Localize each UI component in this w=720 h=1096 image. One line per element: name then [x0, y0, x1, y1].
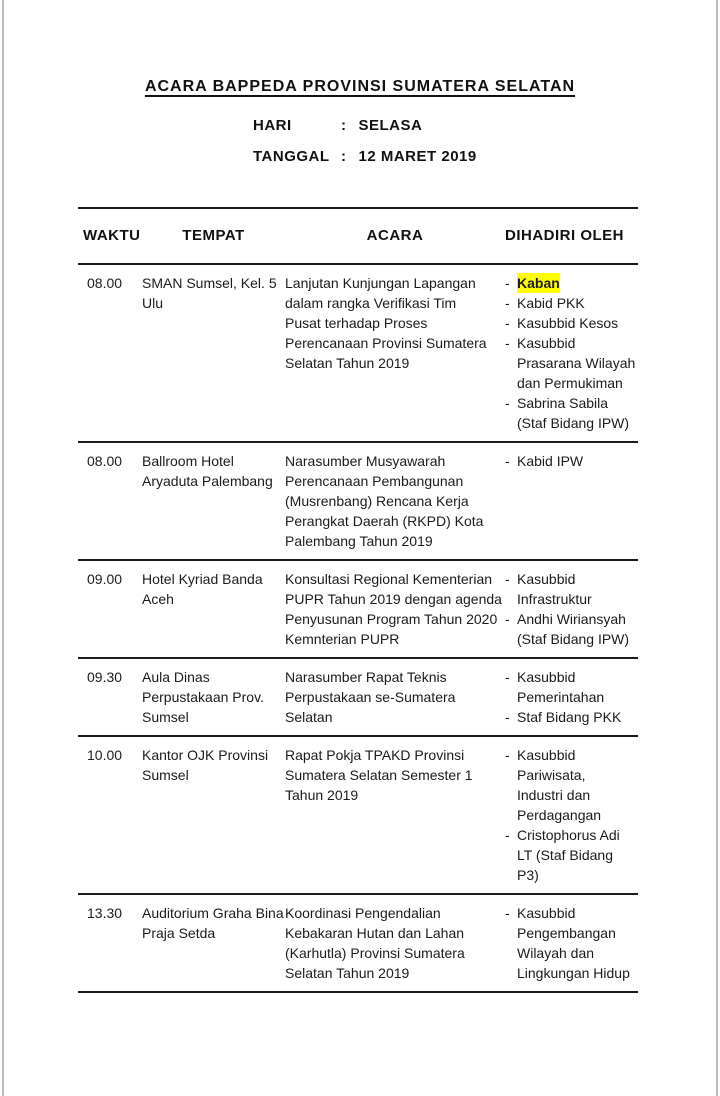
- attendee-line: dan Permukiman: [517, 375, 623, 391]
- bullet-dash: -: [505, 295, 510, 311]
- place-line: Sumsel: [142, 767, 189, 783]
- attendee-text: [517, 393, 638, 433]
- table-row: [78, 265, 638, 441]
- attendee-item: [505, 745, 638, 825]
- event-line: dalam rangka Verifikasi Tim: [285, 295, 457, 311]
- event-line: Kebakaran Hutan dan Lahan: [285, 925, 465, 941]
- table-row: [78, 561, 638, 657]
- bullet-dash: -: [505, 669, 510, 685]
- attendee-line: Pengembangan: [517, 925, 616, 941]
- attendee-highlighted-kaban: Kaban: [517, 275, 560, 291]
- attendee-text: [517, 273, 638, 293]
- place-line: Aceh: [142, 591, 174, 607]
- attendee-text: [517, 745, 638, 825]
- attendee-line: (Staf Bidang IPW): [517, 415, 630, 431]
- bullet-dash: -: [505, 709, 510, 725]
- attendee-item: [505, 313, 638, 333]
- bullet-dash: -: [505, 275, 510, 291]
- attendee-item: [505, 825, 638, 885]
- attendee-item: [505, 333, 638, 393]
- time-text: 10.00: [87, 747, 123, 763]
- meta-label: TANGGAL: [253, 148, 330, 165]
- event-line: Palembang Tahun 2019: [285, 533, 433, 549]
- bullet-dash: -: [505, 315, 510, 331]
- cell-waktu: [78, 569, 142, 649]
- event-line: Narasumber Rapat Teknis: [285, 669, 447, 685]
- attendee-item: [505, 707, 638, 727]
- cell-acara: [285, 903, 505, 983]
- time-text: 08.00: [87, 275, 123, 291]
- table-row: [78, 443, 638, 559]
- attendee-line: Kasubbid: [517, 669, 576, 685]
- event-line: Perencanaan Provinsi Sumatera: [285, 335, 487, 351]
- event-line: Pusat terhadap Proses: [285, 315, 428, 331]
- cell-waktu: [78, 745, 142, 885]
- cell-tempat: [142, 745, 285, 885]
- attendee-line: Kasubbid Kesos: [517, 315, 619, 331]
- attendee-text: [517, 707, 638, 727]
- event-line: Selatan: [285, 709, 333, 725]
- place-line: Aula Dinas: [142, 669, 210, 685]
- table-header-row: [78, 209, 638, 263]
- attendee-line: Andhi Wiriansyah: [517, 611, 626, 627]
- cell-dihadiri: [505, 569, 638, 649]
- attendee-line: Cristophorus Adi: [517, 827, 620, 843]
- meta-colon: :: [341, 148, 347, 165]
- attendee-line: Kasubbid: [517, 747, 576, 763]
- place-line: Aryaduta Palembang: [142, 473, 273, 489]
- time-text: 13.30: [87, 905, 123, 921]
- event-line: Perangkat Daerah (RKPD) Kota: [285, 513, 484, 529]
- cell-acara: [285, 667, 505, 727]
- event-line: Selatan Tahun 2019: [285, 965, 410, 981]
- attendee-text: [517, 903, 638, 983]
- place-line: Hotel Kyriad Banda: [142, 571, 263, 587]
- attendee-line: Kabid PKK: [517, 295, 585, 311]
- event-line: Tahun 2019: [285, 787, 359, 803]
- schedule-table: [78, 207, 638, 993]
- attendee-item: [505, 667, 638, 707]
- cell-tempat: [142, 903, 285, 983]
- cell-dihadiri: [505, 451, 638, 551]
- bullet-dash: -: [505, 827, 510, 843]
- attendee-item: [505, 293, 638, 313]
- meta-block: [253, 110, 720, 172]
- attendee-text: [517, 313, 638, 333]
- event-line: Konsultasi Regional Kementerian: [285, 571, 493, 587]
- bullet-dash: -: [505, 395, 510, 411]
- table-row: [78, 895, 638, 991]
- attendee-line: Kabid IPW: [517, 453, 584, 469]
- cell-dihadiri: [505, 667, 638, 727]
- table-rule-bottom: [78, 991, 638, 993]
- attendee-line: Wilayah dan: [517, 945, 595, 961]
- column-header-waktu: WAKTU: [83, 227, 141, 244]
- bullet-dash: -: [505, 571, 510, 587]
- attendee-text: [517, 825, 638, 885]
- attendee-line: Prasarana Wilayah: [517, 355, 636, 371]
- attendee-line: Pariwisata,: [517, 767, 586, 783]
- place-line: Perpustakaan Prov.: [142, 689, 264, 705]
- meta-row-hari: [253, 110, 720, 141]
- bullet-dash: -: [505, 453, 510, 469]
- attendee-item: [505, 609, 638, 649]
- bullet-dash: -: [505, 335, 510, 351]
- cell-tempat: [142, 569, 285, 649]
- place-line: Kantor OJK Provinsi: [142, 747, 269, 763]
- cell-waktu: [78, 903, 142, 983]
- cell-dihadiri: [505, 903, 638, 983]
- attendee-line: Infrastruktur: [517, 591, 592, 607]
- cell-tempat: [142, 451, 285, 551]
- event-line: (Karhutla) Provinsi Sumatera: [285, 945, 465, 961]
- bullet-dash: -: [505, 905, 510, 921]
- cell-acara: [285, 451, 505, 551]
- bullet-dash: -: [505, 611, 510, 627]
- attendee-text: [517, 609, 638, 649]
- attendee-item: [505, 451, 638, 471]
- table-row: [78, 737, 638, 893]
- bullet-dash: -: [505, 747, 510, 763]
- place-line: Praja Setda: [142, 925, 216, 941]
- cell-waktu: [78, 451, 142, 551]
- event-line: Kemnterian PUPR: [285, 631, 400, 647]
- event-line: (Musrenbang) Rencana Kerja: [285, 493, 469, 509]
- place-line: Sumsel: [142, 709, 189, 725]
- cell-acara: [285, 273, 505, 433]
- attendee-line: Staf Bidang PKK: [517, 709, 622, 725]
- cell-dihadiri: [505, 273, 638, 433]
- event-line: Perpustakaan se-Sumatera: [285, 689, 456, 705]
- attendee-line: Kasubbid: [517, 335, 576, 351]
- page-right-edge: [716, 0, 718, 1096]
- meta-colon: :: [341, 117, 347, 134]
- column-header-dihadiri: DIHADIRI OLEH: [505, 227, 624, 244]
- attendee-text: [517, 293, 638, 313]
- attendee-line: Perdagangan: [517, 807, 602, 823]
- place-line: SMAN Sumsel, Kel. 5: [142, 275, 277, 291]
- attendee-item: [505, 393, 638, 433]
- attendee-text: [517, 667, 638, 707]
- place-line: Auditorium Graha Bina: [142, 905, 284, 921]
- cell-waktu: [78, 273, 142, 433]
- event-line: Rapat Pokja TPAKD Provinsi: [285, 747, 465, 763]
- attendee-line: Kasubbid: [517, 905, 576, 921]
- time-text: 09.30: [87, 669, 123, 685]
- meta-row-tanggal: [253, 141, 720, 172]
- attendee-line: Industri dan: [517, 787, 591, 803]
- attendee-item: [505, 273, 638, 293]
- attendee-line: (Staf Bidang IPW): [517, 631, 630, 647]
- attendee-line: Kasubbid: [517, 571, 576, 587]
- event-line: Narasumber Musyawarah: [285, 453, 446, 469]
- column-header-acara: ACARA: [366, 227, 424, 244]
- place-line: Ulu: [142, 295, 164, 311]
- event-line: PUPR Tahun 2019 dengan agenda: [285, 591, 502, 607]
- table-row: [78, 659, 638, 735]
- attendee-text: [517, 333, 638, 393]
- meta-value: SELASA: [358, 117, 423, 134]
- attendee-line: Sabrina Sabila: [517, 395, 609, 411]
- attendee-item: [505, 903, 638, 983]
- event-line: Penyusunan Program Tahun 2020: [285, 611, 498, 627]
- cell-acara: [285, 569, 505, 649]
- event-line: Koordinasi Pengendalian: [285, 905, 441, 921]
- attendee-line: Pemerintahan: [517, 689, 605, 705]
- meta-label: HARI: [253, 117, 292, 134]
- place-line: Ballroom Hotel: [142, 453, 234, 469]
- attendee-line: LT (Staf Bidang: [517, 847, 613, 863]
- attendee-line: P3): [517, 867, 539, 883]
- cell-tempat: [142, 667, 285, 727]
- event-line: Lanjutan Kunjungan Lapangan: [285, 275, 476, 291]
- cell-acara: [285, 745, 505, 885]
- attendee-text: [517, 451, 638, 471]
- attendee-text: [517, 569, 638, 609]
- attendee-line: Lingkungan Hidup: [517, 965, 630, 981]
- meta-value: 12 MARET 2019: [358, 148, 477, 165]
- time-text: 08.00: [87, 453, 123, 469]
- page-left-edge: [2, 0, 4, 1096]
- attendee-item: [505, 569, 638, 609]
- column-header-tempat: TEMPAT: [182, 227, 245, 244]
- event-line: Sumatera Selatan Semester 1: [285, 767, 473, 783]
- page-title: ACARA BAPPEDA PROVINSI SUMATERA SELATAN: [144, 78, 576, 95]
- event-line: Perencanaan Pembangunan: [285, 473, 464, 489]
- time-text: 09.00: [87, 571, 123, 587]
- cell-waktu: [78, 667, 142, 727]
- cell-tempat: [142, 273, 285, 433]
- cell-dihadiri: [505, 745, 638, 885]
- event-line: Selatan Tahun 2019: [285, 355, 410, 371]
